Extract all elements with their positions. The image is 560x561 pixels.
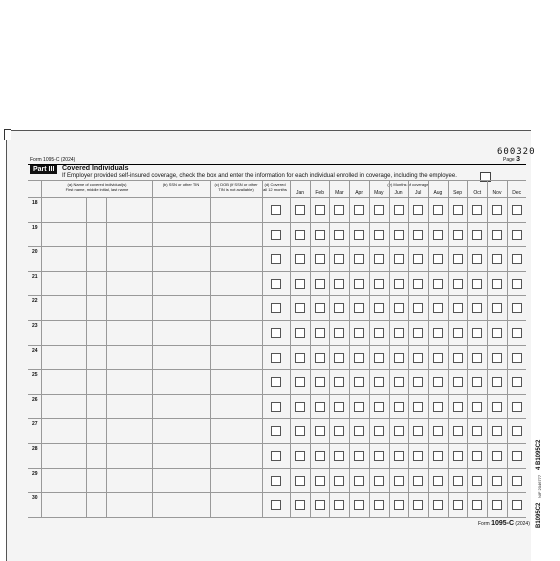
row-number: 21: [32, 273, 38, 280]
month-checkbox-feb[interactable]: [315, 230, 325, 240]
month-checkbox-mar[interactable]: [334, 451, 344, 461]
month-checkbox-sep[interactable]: [453, 476, 463, 486]
month-checkbox-jan[interactable]: [295, 353, 305, 363]
month-checkbox-apr[interactable]: [354, 303, 364, 313]
month-checkbox-mar[interactable]: [334, 402, 344, 412]
column-divider: [290, 180, 291, 517]
row-divider: [28, 394, 526, 395]
month-checkbox-mar[interactable]: [334, 476, 344, 486]
month-checkbox-apr[interactable]: [354, 328, 364, 338]
month-header-apr: Apr: [355, 190, 363, 196]
month-checkbox-oct[interactable]: [472, 426, 482, 436]
month-checkbox-mar[interactable]: [334, 426, 344, 436]
month-checkbox-nov[interactable]: [492, 353, 502, 363]
month-checkbox-dec[interactable]: [512, 353, 522, 363]
month-checkbox-dec[interactable]: [512, 402, 522, 412]
column-divider: [408, 180, 409, 517]
month-checkbox-jan[interactable]: [295, 377, 305, 387]
col-b-header: (b) SSN or other TIN: [162, 182, 200, 187]
month-checkbox-jan[interactable]: [295, 328, 305, 338]
month-checkbox-oct[interactable]: [472, 353, 482, 363]
month-checkbox-jun[interactable]: [394, 426, 404, 436]
month-checkbox-may[interactable]: [374, 205, 384, 215]
month-checkbox-oct[interactable]: [472, 451, 482, 461]
row-divider: [28, 345, 526, 346]
month-checkbox-nov[interactable]: [492, 451, 502, 461]
month-checkbox-feb[interactable]: [315, 402, 325, 412]
footer-form-prefix: Form: [478, 521, 490, 527]
month-checkbox-oct[interactable]: [472, 377, 482, 387]
month-checkbox-aug[interactable]: [433, 500, 443, 510]
month-checkbox-feb[interactable]: [315, 205, 325, 215]
month-checkbox-jul[interactable]: [413, 451, 423, 461]
month-checkbox-sep[interactable]: [453, 377, 463, 387]
col-a-header: [42, 182, 152, 192]
month-checkbox-oct[interactable]: [472, 254, 482, 264]
month-checkbox-jun[interactable]: [394, 476, 404, 486]
month-checkbox-jul[interactable]: [413, 328, 423, 338]
part-label: Part III: [30, 165, 57, 174]
month-checkbox-may[interactable]: [374, 476, 384, 486]
month-checkbox-jan[interactable]: [295, 451, 305, 461]
covered-all-12-months-checkbox[interactable]: [271, 303, 281, 313]
month-checkbox-may[interactable]: [374, 254, 384, 264]
covered-all-12-months-checkbox[interactable]: [271, 377, 281, 387]
month-checkbox-aug[interactable]: [433, 377, 443, 387]
month-checkbox-jan[interactable]: [295, 426, 305, 436]
month-checkbox-oct[interactable]: [472, 328, 482, 338]
month-checkbox-mar[interactable]: [334, 500, 344, 510]
covered-all-12-months-checkbox[interactable]: [271, 402, 281, 412]
month-checkbox-jul[interactable]: [413, 205, 423, 215]
month-checkbox-feb[interactable]: [315, 476, 325, 486]
covered-all-12-months-checkbox[interactable]: [271, 451, 281, 461]
column-divider: [310, 180, 311, 517]
row-divider: [28, 418, 526, 419]
month-checkbox-feb[interactable]: [315, 451, 325, 461]
month-checkbox-jul[interactable]: [413, 402, 423, 412]
column-divider: [262, 180, 263, 517]
column-divider: [389, 180, 390, 517]
month-checkbox-aug[interactable]: [433, 303, 443, 313]
part-title: Covered Individuals: [62, 165, 129, 172]
month-checkbox-jul[interactable]: [413, 476, 423, 486]
month-checkbox-jan[interactable]: [295, 402, 305, 412]
month-checkbox-aug[interactable]: [433, 230, 443, 240]
row-divider: [28, 271, 526, 272]
month-header-aug: Aug: [433, 190, 443, 196]
month-checkbox-dec[interactable]: [512, 328, 522, 338]
covered-all-12-months-checkbox[interactable]: [271, 279, 281, 289]
form-footer: [478, 520, 530, 527]
row-number: 23: [32, 323, 38, 329]
footer-form-number: 1095-C: [491, 520, 515, 527]
month-checkbox-dec[interactable]: [512, 205, 522, 215]
month-checkbox-aug[interactable]: [433, 254, 443, 264]
month-checkbox-aug[interactable]: [433, 205, 443, 215]
month-checkbox-nov[interactable]: [492, 328, 502, 338]
month-checkbox-aug[interactable]: [433, 279, 443, 289]
month-checkbox-jul[interactable]: [413, 353, 423, 363]
month-checkbox-dec[interactable]: [512, 377, 522, 387]
row-divider: [28, 197, 526, 198]
month-checkbox-jan[interactable]: [295, 254, 305, 264]
month-checkbox-sep[interactable]: [453, 402, 463, 412]
month-checkbox-oct[interactable]: [472, 476, 482, 486]
column-divider: [467, 180, 468, 517]
month-checkbox-jul[interactable]: [413, 279, 423, 289]
row-divider: [28, 222, 526, 223]
row-number: 22: [32, 298, 38, 305]
column-divider: [41, 180, 42, 517]
month-checkbox-apr[interactable]: [354, 205, 364, 215]
row-number: 19: [32, 224, 38, 231]
month-checkbox-jun[interactable]: [394, 328, 404, 338]
month-checkbox-jan[interactable]: [295, 279, 305, 289]
row-number: 29: [32, 470, 38, 477]
month-checkbox-may[interactable]: [374, 402, 384, 412]
month-checkbox-nov[interactable]: [492, 402, 502, 412]
month-checkbox-sep[interactable]: [453, 303, 463, 313]
month-checkbox-feb[interactable]: [315, 279, 325, 289]
month-checkbox-oct[interactable]: [472, 500, 482, 510]
month-checkbox-jan[interactable]: [295, 500, 305, 510]
month-checkbox-jan[interactable]: [295, 230, 305, 240]
month-checkbox-sep[interactable]: [453, 279, 463, 289]
month-checkbox-apr[interactable]: [354, 500, 364, 510]
month-checkbox-jun[interactable]: [394, 205, 404, 215]
col-c-label: (c) DOB (if SSN or other: [214, 182, 258, 187]
month-checkbox-nov[interactable]: [492, 230, 502, 240]
month-checkbox-sep[interactable]: [453, 230, 463, 240]
covered-all-12-months-checkbox[interactable]: [271, 353, 281, 363]
month-checkbox-dec[interactable]: [512, 500, 522, 510]
column-divider: [369, 180, 370, 517]
month-checkbox-nov[interactable]: [492, 377, 502, 387]
month-checkbox-mar[interactable]: [334, 328, 344, 338]
row-divider: [28, 320, 526, 321]
month-checkbox-may[interactable]: [374, 500, 384, 510]
month-checkbox-sep[interactable]: [453, 426, 463, 436]
month-header-oct: Oct: [473, 190, 482, 196]
month-checkbox-dec[interactable]: [512, 476, 522, 486]
form-code: 600320: [497, 147, 536, 157]
month-checkbox-apr[interactable]: [354, 230, 364, 240]
col-a-label: (a) Name of covered individual(s): [67, 182, 127, 187]
month-checkbox-dec[interactable]: [512, 230, 522, 240]
month-checkbox-apr[interactable]: [354, 377, 364, 387]
month-checkbox-jun[interactable]: [394, 230, 404, 240]
month-checkbox-sep[interactable]: [453, 353, 463, 363]
covered-all-12-months-checkbox[interactable]: [271, 254, 281, 264]
row-divider: [28, 369, 526, 370]
month-checkbox-aug[interactable]: [433, 451, 443, 461]
column-divider: [86, 197, 87, 517]
month-checkbox-nov[interactable]: [492, 476, 502, 486]
month-checkbox-jun[interactable]: [394, 451, 404, 461]
month-checkbox-feb[interactable]: [315, 303, 325, 313]
col-d-label: (d) Covered: [264, 182, 286, 187]
column-divider: [428, 180, 429, 517]
month-checkbox-apr[interactable]: [354, 402, 364, 412]
covered-all-12-months-checkbox[interactable]: [271, 328, 281, 338]
covered-all-12-months-checkbox[interactable]: [271, 230, 281, 240]
month-checkbox-jan[interactable]: [295, 205, 305, 215]
month-header-dec: Dec: [512, 190, 522, 196]
month-checkbox-nov[interactable]: [492, 254, 502, 264]
row-number: 18: [32, 200, 38, 206]
month-checkbox-oct[interactable]: [472, 402, 482, 412]
month-checkbox-may[interactable]: [374, 451, 384, 461]
covered-all-12-months-checkbox[interactable]: [271, 205, 281, 215]
month-checkbox-jun[interactable]: [394, 500, 404, 510]
month-checkbox-jul[interactable]: [413, 254, 423, 264]
month-checkbox-feb[interactable]: [315, 426, 325, 436]
month-checkbox-may[interactable]: [374, 377, 384, 387]
month-header-jun: Jun: [394, 190, 403, 196]
month-checkbox-jun[interactable]: [394, 377, 404, 387]
month-checkbox-jun[interactable]: [394, 353, 404, 363]
side-code-2: N/F 2046777: [537, 474, 542, 498]
month-checkbox-may[interactable]: [374, 353, 384, 363]
col-d-sublabel: all 12 months: [263, 187, 287, 192]
month-checkbox-sep[interactable]: [453, 500, 463, 510]
row-number: 24: [32, 347, 38, 354]
col-c-sublabel: TIN is not available): [218, 187, 254, 192]
month-checkbox-jul[interactable]: [413, 500, 423, 510]
month-checkbox-jun[interactable]: [394, 303, 404, 313]
month-checkbox-aug[interactable]: [433, 353, 443, 363]
month-checkbox-aug[interactable]: [433, 402, 443, 412]
row-divider: [28, 295, 526, 296]
month-checkbox-apr[interactable]: [354, 279, 364, 289]
column-divider: [507, 180, 508, 517]
month-checkbox-sep[interactable]: [453, 451, 463, 461]
month-checkbox-mar[interactable]: [334, 303, 344, 313]
month-checkbox-apr[interactable]: [354, 254, 364, 264]
month-checkbox-may[interactable]: [374, 279, 384, 289]
month-checkbox-oct[interactable]: [472, 303, 482, 313]
month-checkbox-dec[interactable]: [512, 279, 522, 289]
col-a-sublabel: First name, middle initial, last name: [65, 187, 129, 192]
month-checkbox-jan[interactable]: [295, 303, 305, 313]
row-number: 20: [32, 249, 38, 256]
month-checkbox-aug[interactable]: [433, 328, 443, 338]
month-header-feb: Feb: [315, 190, 324, 196]
page-label: [503, 156, 520, 163]
month-checkbox-feb[interactable]: [315, 328, 325, 338]
covered-all-12-months-checkbox[interactable]: [271, 426, 281, 436]
month-checkbox-aug[interactable]: [433, 476, 443, 486]
column-divider: [210, 180, 211, 517]
column-divider: [152, 180, 153, 517]
month-checkbox-dec[interactable]: [512, 303, 522, 313]
month-checkbox-sep[interactable]: [453, 328, 463, 338]
month-checkbox-jun[interactable]: [394, 254, 404, 264]
column-divider: [448, 180, 449, 517]
month-header-mar: Mar: [335, 190, 344, 196]
month-checkbox-jul[interactable]: [413, 426, 423, 436]
month-checkbox-feb[interactable]: [315, 377, 325, 387]
month-checkbox-jun[interactable]: [394, 402, 404, 412]
month-header-jan: Jan: [295, 190, 305, 196]
covered-all-12-months-checkbox[interactable]: [271, 476, 281, 486]
month-checkbox-jul[interactable]: [413, 377, 423, 387]
month-checkbox-oct[interactable]: [472, 279, 482, 289]
side-code-1: 4 B1095C2: [536, 439, 542, 470]
month-checkbox-may[interactable]: [374, 426, 384, 436]
month-checkbox-sep[interactable]: [453, 254, 463, 264]
month-checkbox-mar[interactable]: [334, 230, 344, 240]
month-checkbox-nov[interactable]: [492, 500, 502, 510]
table-top-border: [28, 180, 526, 181]
month-checkbox-nov[interactable]: [492, 426, 502, 436]
month-checkbox-jul[interactable]: [413, 303, 423, 313]
month-checkbox-apr[interactable]: [354, 426, 364, 436]
page-number: 3: [516, 156, 520, 163]
month-checkbox-jun[interactable]: [394, 279, 404, 289]
page-label-text: Page: [503, 157, 515, 163]
row-divider: [28, 517, 526, 518]
month-checkbox-oct[interactable]: [472, 205, 482, 215]
month-checkbox-may[interactable]: [374, 303, 384, 313]
month-checkbox-sep[interactable]: [453, 205, 463, 215]
month-checkbox-mar[interactable]: [334, 279, 344, 289]
coverage-table: [28, 180, 526, 517]
column-divider: [349, 180, 350, 517]
row-divider: [28, 246, 526, 247]
month-checkbox-mar[interactable]: [334, 353, 344, 363]
row-number: 28: [32, 446, 38, 452]
col-e-header: (e) Months of coverage: [387, 182, 429, 187]
month-header-may: May: [374, 190, 384, 196]
month-checkbox-apr[interactable]: [354, 451, 364, 461]
month-checkbox-may[interactable]: [374, 230, 384, 240]
column-divider: [329, 180, 330, 517]
side-code-3: B1095C2: [536, 502, 542, 528]
month-checkbox-aug[interactable]: [433, 426, 443, 436]
row-divider: [28, 468, 526, 469]
month-checkbox-dec[interactable]: [512, 426, 522, 436]
month-checkbox-feb[interactable]: [315, 353, 325, 363]
month-checkbox-oct[interactable]: [472, 230, 482, 240]
covered-all-12-months-checkbox[interactable]: [271, 500, 281, 510]
footer-year: (2024): [515, 521, 530, 527]
month-checkbox-jan[interactable]: [295, 476, 305, 486]
month-checkbox-dec[interactable]: [512, 451, 522, 461]
month-checkbox-nov[interactable]: [492, 303, 502, 313]
form-name: Form 1095-C (2024): [30, 157, 76, 163]
column-divider: [487, 180, 488, 517]
row-divider: [28, 492, 526, 493]
row-number: 27: [32, 421, 38, 428]
month-checkbox-apr[interactable]: [354, 476, 364, 486]
month-header-sep: Sep: [453, 190, 463, 196]
month-header-nov: Nov: [492, 190, 502, 196]
col-d-header: [262, 182, 288, 192]
month-header-jul: Jul: [414, 190, 422, 196]
row-number: 26: [32, 396, 38, 403]
part-instruction: If Employer provided self-insured coverage, check the box and enter the information for each individual enrolled in coverage, including the employee.: [62, 173, 457, 179]
month-checkbox-apr[interactable]: [354, 353, 364, 363]
row-divider: [28, 443, 526, 444]
month-checkbox-mar[interactable]: [334, 205, 344, 215]
col-c-header: [210, 182, 262, 192]
corner-mark: [4, 129, 11, 140]
month-checkbox-mar[interactable]: [334, 377, 344, 387]
month-checkbox-jul[interactable]: [413, 230, 423, 240]
month-checkbox-may[interactable]: [374, 328, 384, 338]
column-divider: [106, 197, 107, 517]
month-checkbox-nov[interactable]: [492, 279, 502, 289]
month-checkbox-nov[interactable]: [492, 205, 502, 215]
row-number: 30: [32, 495, 38, 502]
month-checkbox-feb[interactable]: [315, 254, 325, 264]
month-checkbox-dec[interactable]: [512, 254, 522, 264]
month-checkbox-mar[interactable]: [334, 254, 344, 264]
row-number: 25: [32, 372, 38, 379]
month-checkbox-feb[interactable]: [315, 500, 325, 510]
